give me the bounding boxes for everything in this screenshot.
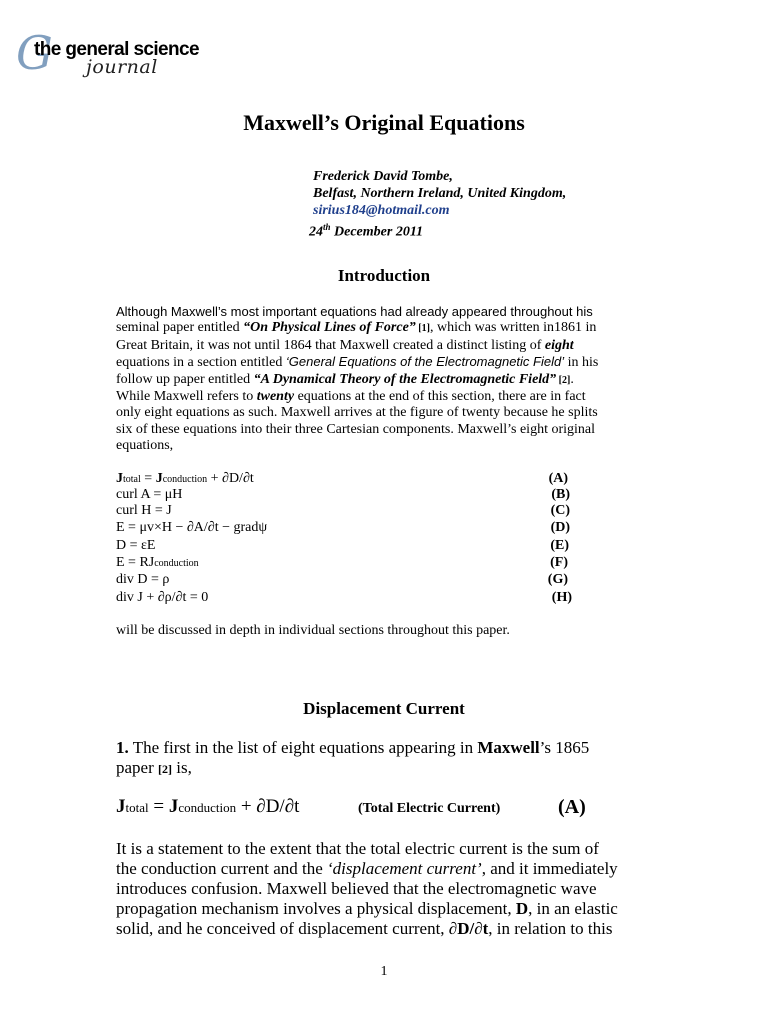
author-location: Belfast, Northern Ireland, United Kingdom, bbox=[313, 186, 567, 201]
equation-tag: (H) bbox=[551, 590, 572, 605]
total-current-equation: Jtotal = Jconduction + ∂D/∂t (Total Electric Current) (A) bbox=[116, 796, 586, 818]
logo-line1: the general science bbox=[34, 39, 199, 60]
equation-tag: (A) bbox=[548, 471, 568, 486]
logo-line2: journal bbox=[86, 56, 158, 78]
author-block bbox=[309, 168, 567, 241]
equation-row: E = RJconduction (F) bbox=[116, 555, 568, 570]
intro-heading: Introduction bbox=[337, 266, 431, 285]
equation-tag: (B) bbox=[551, 487, 570, 502]
equation-row: curl A = μH (B) bbox=[116, 487, 570, 502]
equation-tag: (E) bbox=[550, 538, 569, 553]
equation-label: (Total Electric Current) bbox=[358, 801, 501, 816]
author-name: Frederick David Tombe, bbox=[313, 169, 453, 184]
equation-row: div J + ∂ρ/∂t = 0 (H) bbox=[116, 590, 572, 605]
equation-tag: (A) bbox=[558, 796, 586, 818]
journal-logo bbox=[16, 26, 216, 82]
equation-row: Jtotal = Jconduction + ∂D/∂t (A) bbox=[116, 471, 568, 486]
displacement-heading: Displacement Current bbox=[303, 699, 465, 718]
author-date: 24th December 2011 bbox=[309, 222, 424, 240]
equation-tag: (C) bbox=[550, 503, 570, 518]
equation-row: div D = ρ (G) bbox=[116, 572, 568, 587]
equation-tag: (F) bbox=[550, 555, 568, 570]
author-email[interactable]: sirius184@hotmail.com bbox=[313, 203, 450, 218]
displacement-body: It is a statement to the extent that the total electric current is the sum of the conduction current and the ‘displacement current’, and it immediately introduces confusion. Maxwell believed that the electromagnetic wave propagation mechanism involves a physical displacement, D, in an elastic solid, and he conceived of displacement current, ∂D/∂t, in relation to this bbox=[116, 839, 618, 938]
paper-title: Maxwell’s Original Equations bbox=[243, 110, 525, 135]
page-number: 1 bbox=[380, 964, 388, 979]
equation-tag: (G) bbox=[547, 572, 568, 587]
displacement-intro: 1. The first in the list of eight equations appearing in Maxwell’s 1865 paper [2] is, bbox=[116, 738, 590, 777]
equation-row: curl H = J (C) bbox=[116, 503, 570, 518]
equation-tag: (D) bbox=[550, 520, 570, 535]
equation-row: D = εE (E) bbox=[116, 538, 569, 553]
intro-paragraph: Although Maxwell’s most important equations had already appeared throughout his seminal paper entitled “On Physical Lines of Force” [1], which was written in1861 in Great Britain, it was not until 1864 that Maxwell created a distinct listing of eight equations in a section entitled ‘General Equations of the Electromagnetic Field’ in his follow up paper entitled “A Dynamical Theory of the Electromagnetic Field” [2]. While Maxwell refers to twenty equations at the end of this section, there are in fact only eight equations as such. Maxwell arrives at the figure of twenty because he splits six of these equations into their three Cartesian components. Maxwell’s eight original equations, bbox=[116, 304, 599, 454]
equation-row: E = μv×H − ∂A/∂t − gradψ (D) bbox=[116, 520, 570, 535]
list-followup: will be discussed in depth in individual sections throughout this paper. bbox=[116, 623, 510, 638]
logo-mark: G bbox=[16, 26, 53, 80]
